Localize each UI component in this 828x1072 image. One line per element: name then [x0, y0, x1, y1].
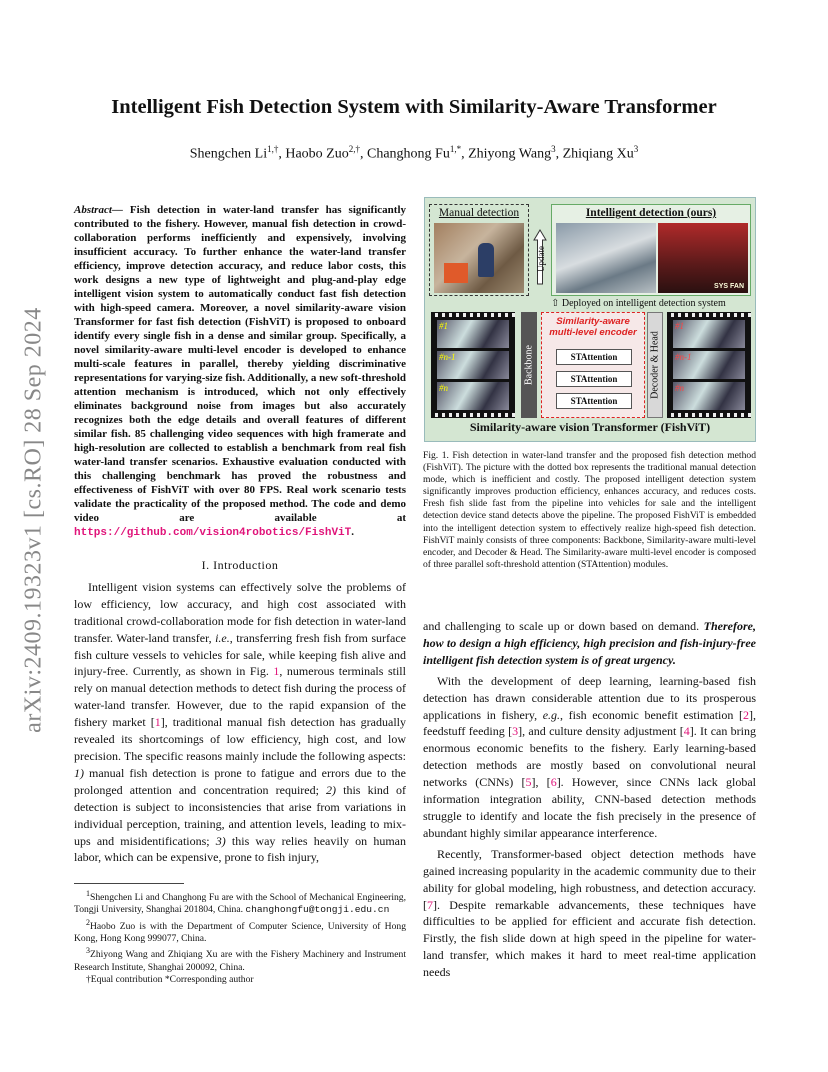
- stattention-module: STAttention: [556, 371, 632, 387]
- citation[interactable]: 2: [743, 707, 749, 722]
- manual-photo: [434, 223, 524, 293]
- manual-detection-panel: Manual detection: [429, 204, 529, 296]
- intelligent-detection-panel: Intelligent detection (ours) SYS FAN: [551, 204, 751, 296]
- backbone-block: Backbone: [521, 312, 537, 418]
- fishvit-label: Similarity-aware vision Transformer (FishViT): [469, 420, 711, 434]
- author: Zhiyong Wang: [468, 146, 552, 162]
- code-link[interactable]: https://github.com/vision4robotics/FishViT: [74, 527, 352, 539]
- right-column-text: [423, 618, 756, 981]
- author: Zhiqiang Xu: [562, 146, 634, 162]
- input-frames: #1 #n-1 #n: [431, 312, 515, 418]
- abstract: Abstract— Fish detection in water-land transfer has significantly contributed to the fishery. However, manual fish detection in crowd-collaboration performs inefficiently and expensively, involving insufficient accuracy. To further enhance the water-land transfer efficiency, improve detection accuracy, and reduce labor costs, this work designs a new type of lightweight and plug-and-play edge intelligent vision system to automatically conduct fast fish detection with high-speed camera. Moreover, a novel similarity-aware vision Transformer for fast fish detection (FishViT) is proposed to onboard identify every single fish in a dense and similar group. Specifically, a novel similarity-aware multi-level encoder is developed to enhance multi-scale features in parallel, thereby yielding discriminative representations for varying-size fish. Additionally, a new soft-threshold attention mechanism is introduced, which not only effectively eliminates background noise from images but also accurately recognizes both the edge details and overall features of different similar fish. 85 challenging video sequences with high framerate and high-resolution are collected to establish a benchmark from real fish water-land transfer scenarios. Exhaustive evaluation conducted with this challenging benchmark has proved the robustness and effectiveness of FishViT with over 80 FPS. Real work scenario tests validate the practicality of the proposed method. The code and demo video are available at https://github.com/vision4robotics/FishViT.: [74, 204, 406, 539]
- deployed-label: ⇧ Deployed on intelligent detection system: [551, 298, 726, 309]
- encoder-block: Similarity-aware multi-level encoder STAttention STAttention STAttention: [541, 312, 645, 418]
- stattention-module: STAttention: [556, 349, 632, 365]
- stattention-module: STAttention: [556, 393, 632, 409]
- section-heading: I. Introduction: [201, 558, 279, 572]
- citation[interactable]: 7: [427, 897, 433, 912]
- update-label: Update: [536, 246, 546, 272]
- author-list: Shengchen $Li^{1,\dagger}$, Haobo Zuo$^{2,\dagger}$, Changhong $Fu^{1,*}$, Zhiyong Wang$^3$, Zhiqiang Xu$^3$: [189, 144, 639, 162]
- paragraph: Recently, Transformer-based object detection methods have gained increasing popularity in the academic community due to their ability for global modeling, high robustness, and detection accuracy. [7]. Despite remarkable advancements, these techniques have difficulties to be applied for efficient and accurate fish detection. Firstly, the fish slide down at high speed in the pipeline for water-land transfer, which makes it hard to meet real-time application needs: [423, 846, 756, 980]
- arxiv-sidebar: arXiv:2409.19323v1 [cs.RO] 28 Sep 2024: [20, 307, 47, 733]
- output-frames: #1 #n-1 #n: [667, 312, 751, 418]
- author: Shengchen Li: [189, 146, 268, 162]
- figure-1: [424, 197, 756, 442]
- citation[interactable]: 4: [683, 724, 690, 739]
- paragraph: With the development of deep learning, learning-based fish detection has drawn considerable attention due to its prosperous applications in fishery, e.g., fish economic benefit estimation [2], feedstuff feeding [3], and culture density adjustment [4]. It can bring enormous economic benefits to the fishery. Early learning-based detection methods are mostly based on convolutional neural networks (CNNs) [5], [6]. However, since CNNs lack global information integration ability, CNN-based detection methods struggle to identify and locate the fish precisely in the presence of abundant highly similar appearance interference.: [423, 673, 757, 840]
- footnotes: $^1$Shengchen Li and Changhong Fu are with the School of Mechanical Engineering, Tongji University, Shanghai 201804, China. changhongfu@tongji.edu.cn $^2$Haobo Zuo is with the Department of Computer Science, University of Hong Kong, Hong Kong 999077, China. $^3$Zhiyong Wang and Zhiqiang Xu are with the Fishery Machinery and Instrument Research Institute, Shanghai 200092, China. †Equal contribution *Corresponding author: [74, 889, 406, 985]
- citation[interactable]: 3: [512, 724, 519, 739]
- device-photo: SYS FAN: [658, 223, 748, 293]
- figure-caption: Fig. 1. Fish detection in water-land transfer and the proposed fish detection method (FishViT). The picture with the dotted box represents the traditional manual detection mode, which is inefficient and costly. The proposed intelligent detection system significantly improves production efficiency, enhances accuracy, and reduces costs. Fresh fish slide fast from the pipeline into vehicles for sale and the intelligent detection device stand detects above the pipeline. The proposed FishViT is embedded into the intelligent detection system to effectively realize high-speed fish detection. FishViT mainly consists of three components: Backbone, Similarity-aware multi-level encoder, and Decoder & Head. The Similarity-aware multi-level encoder is composed of three parallel soft-threshold attention (STAttention) modules.: [423, 450, 756, 570]
- decoder-head-block: Decoder & Head: [647, 312, 663, 418]
- paragraph: Intelligent vision systems can effectively solve the problems of low efficiency, low accuracy, and high cost associated with traditional crowd-collaboration mode for fish detection in water-land transfer. Water-land transfer, i.e., transferring fresh fish from surface fish culture vessels to vehicles for sale, while keeping fish alive and injury-free. Currently, as shown in Fig. 1, numerous terminals still rely on manual detection methods to detect fish during the process of water-land transfer. However, due to the rapid expansion of the fishery market [1], traditional manual fish detection has gradually revealed its shortcomings of low efficiency, high cost, and low precision. The specific reasons mainly include the following aspects: 1) manual fish detection is prone to fatigue and errors due to the prolonged attention and concentration required; 2) this kind of detection is subject to inconsistencies that arise from variations in individual perception, training, and attention levels, leading to mix-ups and misidentifications; 3) this way relies heavily on human labor, which can be expensive, prone to fish injury,: [74, 579, 406, 865]
- paper-title: Intelligent Fish Detection System with Similarity-Aware Transformer: [111, 96, 717, 118]
- pipeline-photo: [556, 223, 656, 293]
- introduction: [74, 548, 406, 866]
- footnote-rule: [74, 883, 184, 884]
- citation[interactable]: 6: [550, 775, 557, 790]
- citation[interactable]: 1: [154, 715, 161, 730]
- author: Changhong Fu: [367, 146, 450, 162]
- fig-ref[interactable]: 1: [273, 664, 280, 679]
- author: Haobo Zuo: [285, 146, 349, 162]
- paragraph: and challenging to scale up or down based on demand. Therefore, how to design a high efficiency, high precision and fish-injury-free intelligent fish detection system is of great urgency.: [423, 619, 756, 667]
- citation[interactable]: 5: [525, 775, 532, 790]
